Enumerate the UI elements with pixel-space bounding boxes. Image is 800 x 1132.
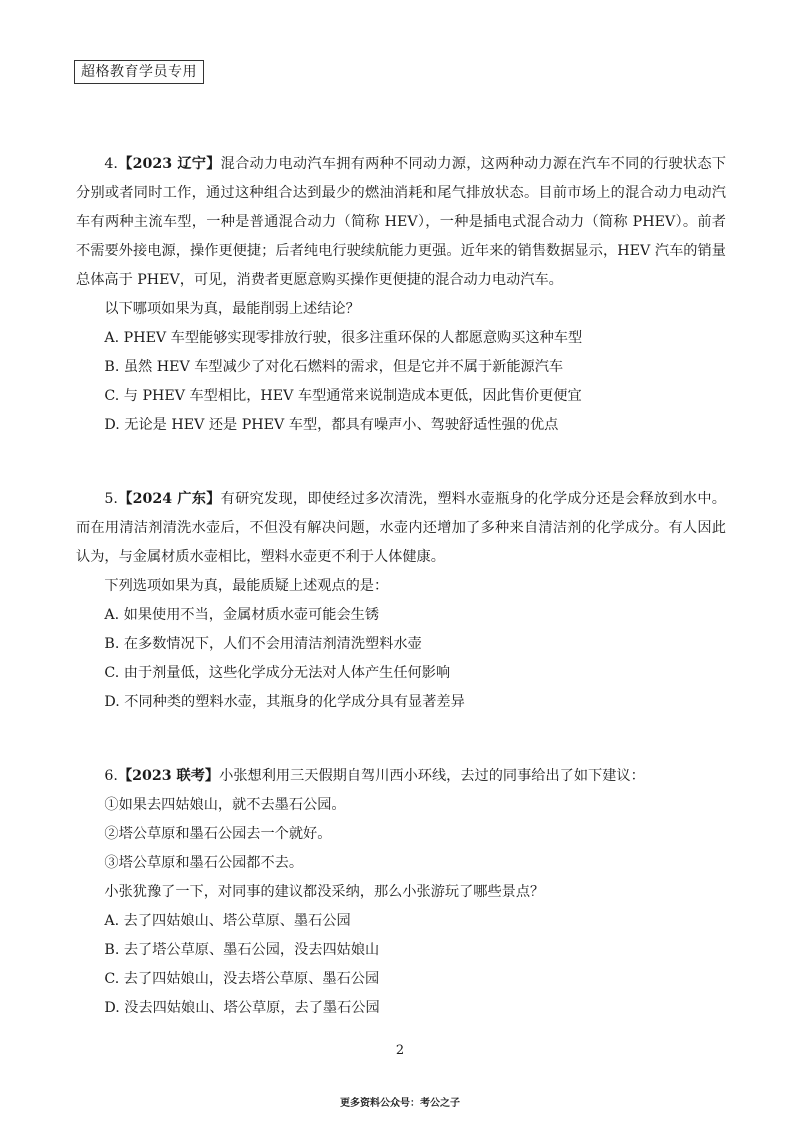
question-5 [76,485,726,717]
option-d: D. 没去四姑娘山、塔公草原，去了墨石公园 [104,1000,380,1016]
stem-text: 混合动力电动汽车拥有两种不同动力源，这两种动力源在汽车不同的行驶状态下分别或者同时工作，通过这种组合达到最少的燃油消耗和尾气排放状态。目前市场上的混合动力电动汽车有两种主流车型，一种是普通混合动力（简称 HEV），一种是插电式混合动力（简称 PHEV）。前者不需要外接电源，操作更便捷；后者纯电行驶续航能力更强。近年来的销售数据显示，HEV 汽车的销量总体高于 PHEV，可见，消费者更愿意购买操作更便捷的混合动力电动汽车。 [76,156,726,288]
option-c: C. 与 PHEV 车型相比，HEV 车型通常来说制造成本更低，因此售价更便宜 [104,388,582,404]
question-stem [76,485,726,572]
question-number: 6. [104,768,118,784]
condition-1: ①如果去四姑娘山，就不去墨石公园。 [104,797,346,813]
question-4 [76,150,726,440]
option-d: D. 无论是 HEV 还是 PHEV 车型，都具有噪声小、驾驶舒适性强的优点 [104,417,559,433]
option-b: B. 去了塔公草原、墨石公园，没去四姑娘山 [104,942,380,958]
question-source: 【2023 辽宁】 [117,156,221,172]
option-c: C. 去了四姑娘山，没去塔公草原、墨石公园 [104,971,380,987]
watermark-stamp: 超格教育学员专用 [74,60,204,84]
question-prompt: 小张犹豫了一下，对同事的建议都没采纳，那么小张游玩了哪些景点？ [104,884,545,900]
option-d: D. 不同种类的塑料水壶，其瓶身的化学成分具有显著差异 [104,694,465,710]
condition-3: ③塔公草原和墨石公园都不去。 [104,855,304,871]
question-list [76,150,726,1023]
option-b: B. 虽然 HEV 车型减少了对化石燃料的需求，但是它并不属于新能源汽车 [104,359,564,375]
option-a: A. 去了四姑娘山、塔公草原、墨石公园 [104,913,351,929]
stem-text: 有研究发现，即使经过多次清洗，塑料水壶瓶身的化学成分还是会释放到水中。而在用清洁剂清洗水壶后，不但没有解决问题，水壶内还增加了多种来自清洁剂的化学成分。有人因此认为，与金属材质水壶相比，塑料水壶更不利于人体健康。 [76,491,726,565]
question-6 [76,762,726,1023]
condition-2: ②塔公草原和墨石公园去一个就好。 [104,826,332,842]
question-stem [76,762,726,791]
question-source: 【2024 广东】 [117,491,221,507]
option-b: B. 在多数情况下，人们不会用清洁剂清洗塑料水壶 [104,636,422,652]
option-c: C. 由于剂量低，这些化学成分无法对人体产生任何影响 [104,665,451,681]
question-prompt: 下列选项如果为真，最能质疑上述观点的是： [104,578,389,594]
question-number: 4. [104,156,118,172]
page-number: 2 [395,1043,405,1058]
stem-text: 小张想利用三天假期自驾川西小环线，去过的同事给出了如下建议： [219,768,645,784]
question-number: 5. [104,491,118,507]
option-a: A. PHEV 车型能够实现零排放行驶，很多注重环保的人都愿意购买这种车型 [104,330,583,346]
question-source: 【2023 联考】 [117,768,220,784]
footer-note: 更多资料公众号：考公之子 [340,1098,460,1109]
option-a: A. 如果使用不当，金属材质水壶可能会生锈 [104,607,380,623]
question-stem [76,150,726,295]
question-prompt: 以下哪项如果为真，最能削弱上述结论？ [104,301,360,317]
